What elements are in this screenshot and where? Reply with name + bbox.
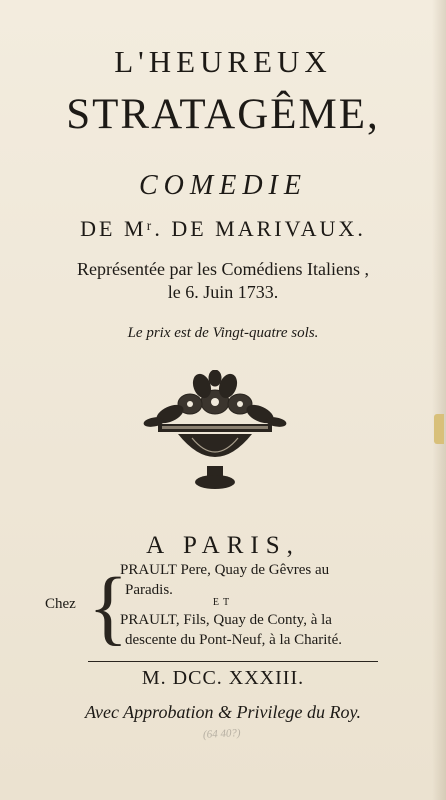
- price: Le prix est de Vingt-quatre sols.: [127, 325, 319, 341]
- privilege: Avec Approbation & Privilege du Roy.: [85, 702, 361, 722]
- title-line-1: L'HEUREUX: [114, 44, 332, 79]
- publisher-chez: Chez: [45, 596, 76, 612]
- genre: COMEDIE: [139, 170, 307, 201]
- year: M. DCC. XXXIII.: [141, 667, 305, 689]
- page-tab-marker: [434, 414, 444, 444]
- publisher-line-1: PRAULT Pere, Quay de Gêvres au: [120, 562, 330, 578]
- pencil-note: (64 40?): [202, 727, 241, 741]
- flower-basket-icon: [140, 370, 290, 492]
- publisher-conjunction: ET: [212, 597, 234, 608]
- divider-rule: [88, 661, 378, 662]
- brace-icon: {: [88, 561, 129, 654]
- title-line-2: STRATAGÊME,: [66, 91, 380, 138]
- performance-line-1: Représentée par les Comédiens Italiens ,: [77, 259, 369, 279]
- author: DE Mʳ. DE MARIVAUX.: [80, 216, 366, 241]
- place: A PARIS,: [146, 532, 300, 559]
- publisher-line-2: Paradis.: [125, 582, 173, 598]
- publisher-line-3: PRAULT, Fils, Quay de Conty, à la: [120, 612, 332, 628]
- publisher-line-4: descente du Pont-Neuf, à la Charité.: [125, 632, 343, 648]
- performance-line-2: le 6. Juin 1733.: [167, 282, 279, 302]
